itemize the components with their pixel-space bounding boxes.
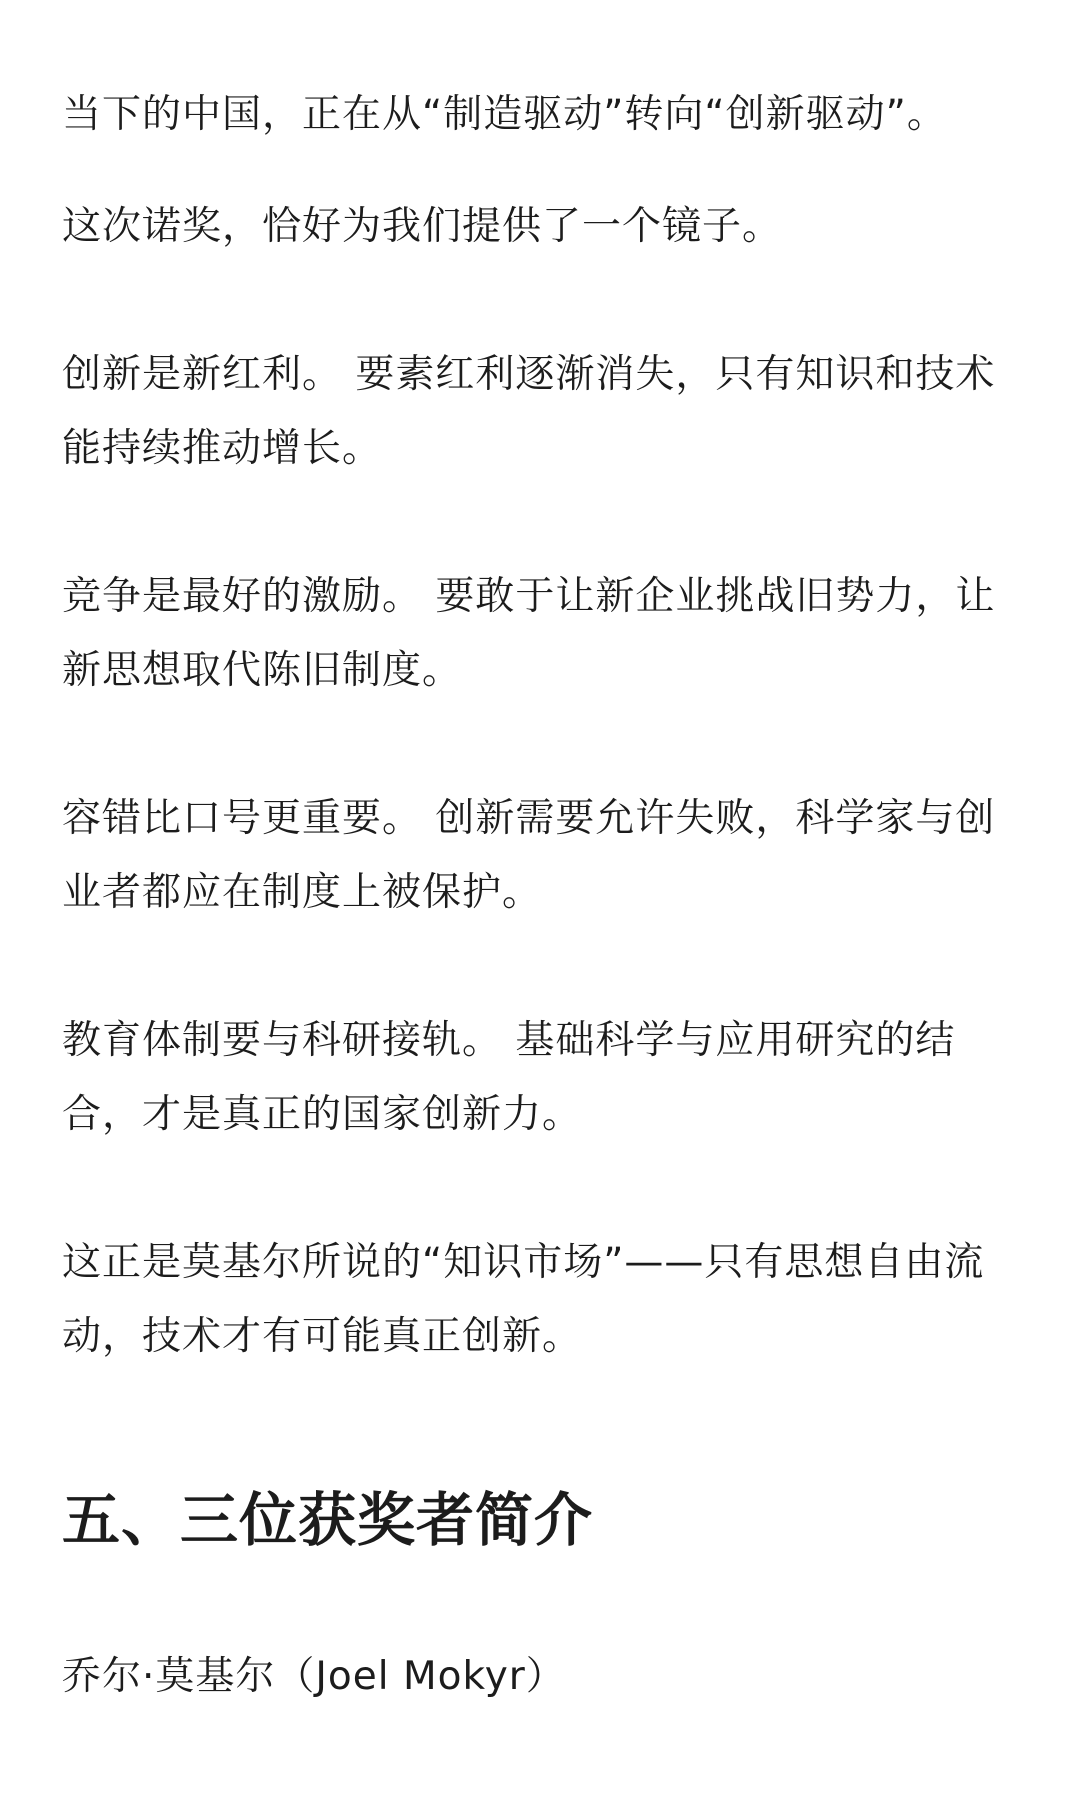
paragraph-innovation-dividend: 创新是新红利。 要素红利逐渐消失，只有知识和技术能持续推动增长。 bbox=[62, 352, 996, 471]
paragraph-knowledge-market: 这正是莫基尔所说的“知识市场”——只有思想自由流动，技术才有可能真正创新。 bbox=[62, 1240, 985, 1359]
paragraph-competition: 竞争是最好的激励。 要敢于让新企业挑战旧势力，让新思想取代陈旧制度。 bbox=[62, 574, 996, 693]
paragraph-fault-tolerance: 容错比口号更重要。 创新需要允许失败，科学家与创业者都应在制度上被保护。 bbox=[62, 796, 996, 915]
section-heading: 五、三位获奖者简介 bbox=[62, 1486, 594, 1554]
paragraph-nobel-mirror: 这次诺奖，恰好为我们提供了一个镜子。 bbox=[62, 204, 783, 249]
laureate-name: 乔尔·莫基尔（Joel Mokyr） bbox=[62, 1654, 566, 1699]
paragraph-innovation-drive: 当下的中国，正在从“制造驱动”转向“创新驱动”。 bbox=[62, 92, 947, 137]
paragraph-education: 教育体制要与科研接轨。 基础科学与应用研究的结合，才是真正的国家创新力。 bbox=[62, 1018, 956, 1137]
